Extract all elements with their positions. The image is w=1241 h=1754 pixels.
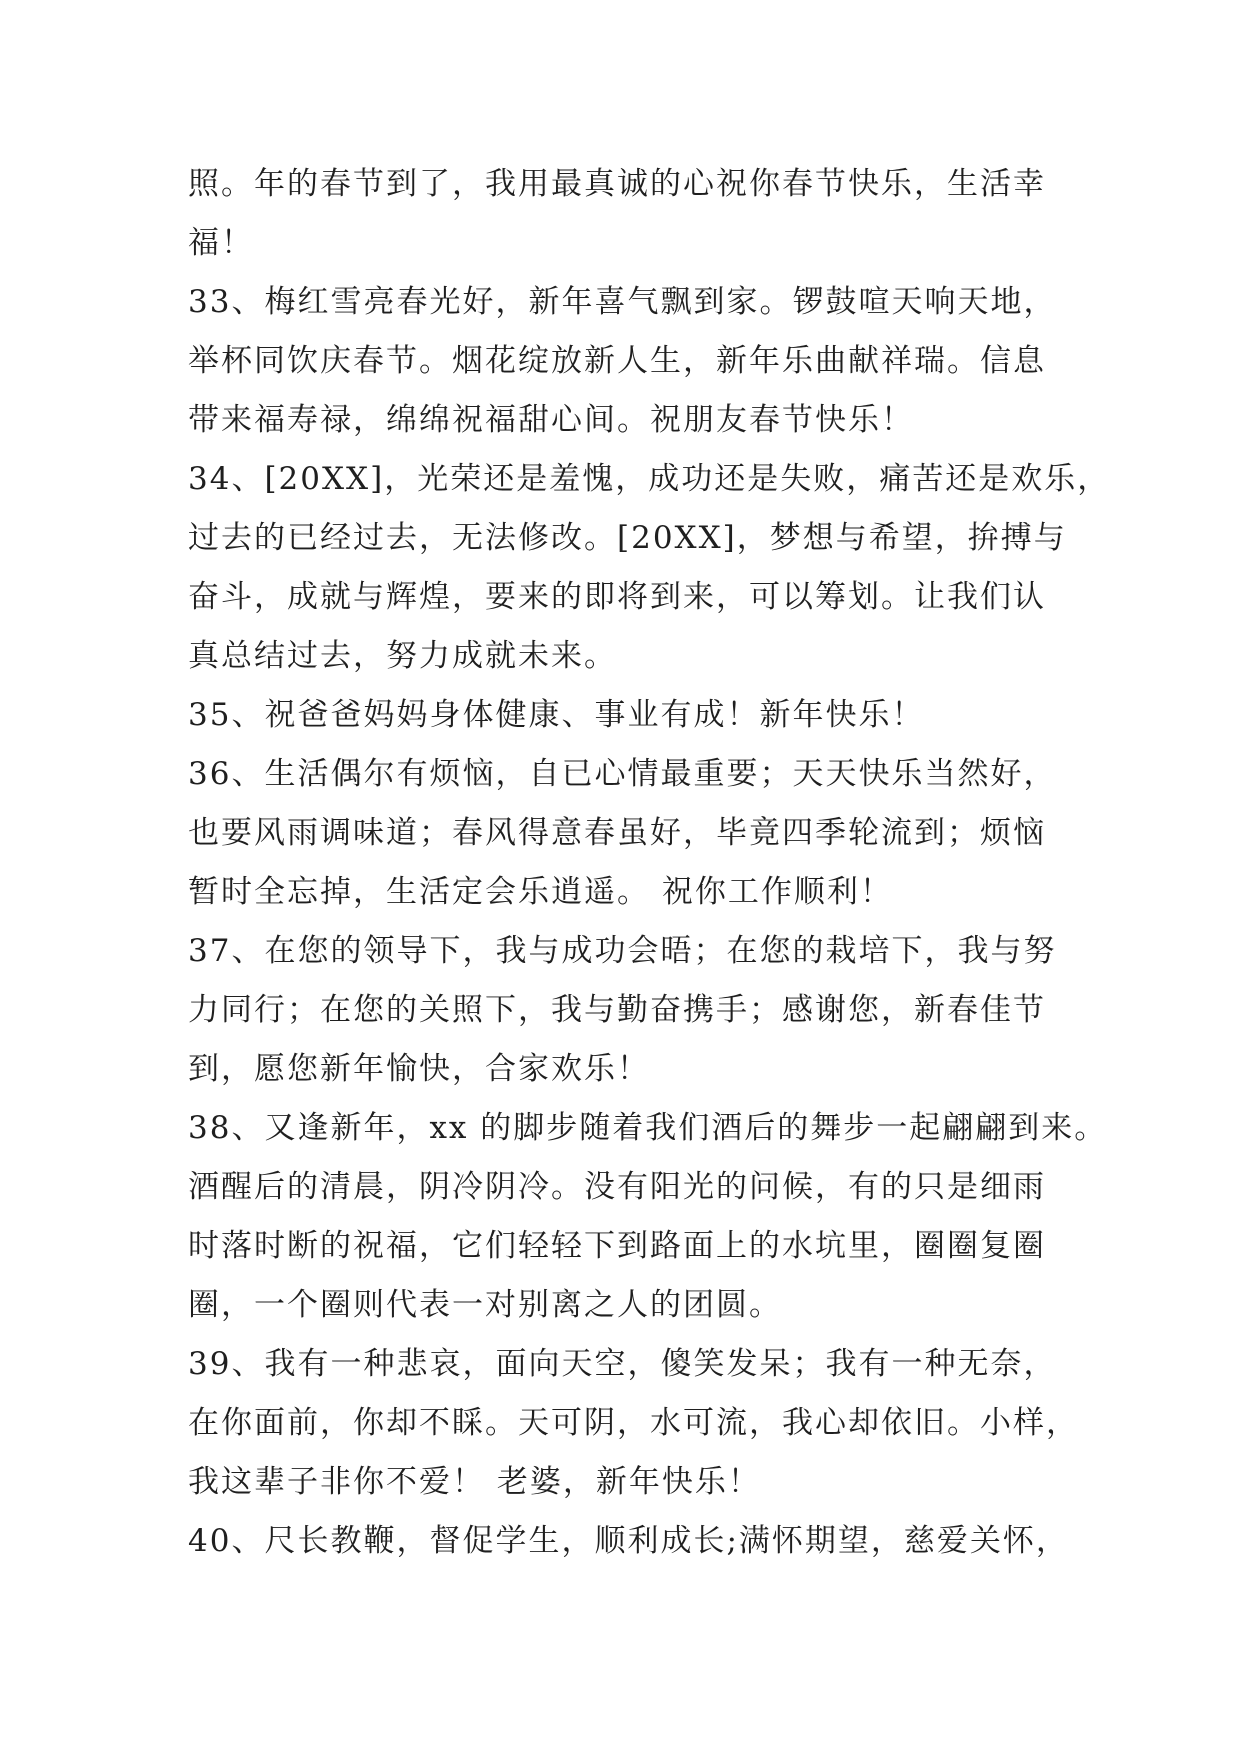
text-line: 暂时全忘掉，生活定会乐逍遥。 祝你工作顺利！ — [188, 874, 893, 910]
text-line: 过去的已经过去，无法修改。[20XX]，梦想与希望，拚搏与 — [188, 520, 1067, 556]
text-line: 38、又逢新年，xx 的脚步随着我们酒后的舞步一起翩翩到来。 — [188, 1110, 1108, 1146]
text-line: 33、梅红雪亮春光好，新年喜气飘到家。锣鼓喧天响天地， — [188, 284, 1057, 320]
text-line: 带来福寿禄，绵绵祝福甜心间。祝朋友春节快乐！ — [188, 402, 914, 438]
text-line: 34、[20XX]，光荣还是羞愧，成功还是失败，痛苦还是欢乐， — [188, 461, 1111, 497]
text-line: 在你面前，你却不睬。天可阴，水可流，我心却依旧。小样， — [188, 1405, 1079, 1441]
text-line: 39、我有一种悲哀，面向天空，傻笑发呆；我有一种无奈， — [188, 1346, 1057, 1382]
text-line: 也要风雨调味道；春风得意春虽好，毕竟四季轮流到；烦恼 — [188, 815, 1046, 851]
text-line: 40、尺长教鞭，督促学生，顺利成长;满怀期望，慈爱关怀， — [188, 1523, 1069, 1559]
text-line: 到，愿您新年愉快，合家欢乐！ — [188, 1051, 650, 1087]
text-line: 照。年的春节到了，我用最真诚的心祝你春节快乐，生活幸 — [188, 166, 1046, 202]
text-line: 36、生活偶尔有烦恼，自已心情最重要；天天快乐当然好， — [188, 756, 1057, 792]
text-line: 福！ — [188, 225, 254, 261]
text-line: 时落时断的祝福，它们轻轻下到路面上的水坑里，圈圈复圈 — [188, 1228, 1046, 1264]
text-line: 力同行；在您的关照下，我与勤奋携手；感谢您，新春佳节 — [188, 992, 1046, 1028]
text-line: 举杯同饮庆春节。烟花绽放新人生，新年乐曲献祥瑞。信息 — [188, 343, 1046, 379]
text-line: 圈，一个圈则代表一对别离之人的团圆。 — [188, 1287, 782, 1323]
text-line: 奋斗，成就与辉煌，要来的即将到来，可以筹划。让我们认 — [188, 579, 1046, 615]
text-line: 37、在您的领导下，我与成功会晤；在您的栽培下，我与努 — [188, 933, 1057, 969]
text-line: 35、祝爸爸妈妈身体健康、事业有成！新年快乐！ — [188, 697, 925, 733]
text-line: 酒醒后的清晨，阴冷阴冷。没有阳光的问候，有的只是细雨 — [188, 1169, 1046, 1205]
text-line: 我这辈子非你不爱！ 老婆，新年快乐！ — [188, 1464, 761, 1500]
text-line: 真总结过去，努力成就未来。 — [188, 638, 617, 674]
